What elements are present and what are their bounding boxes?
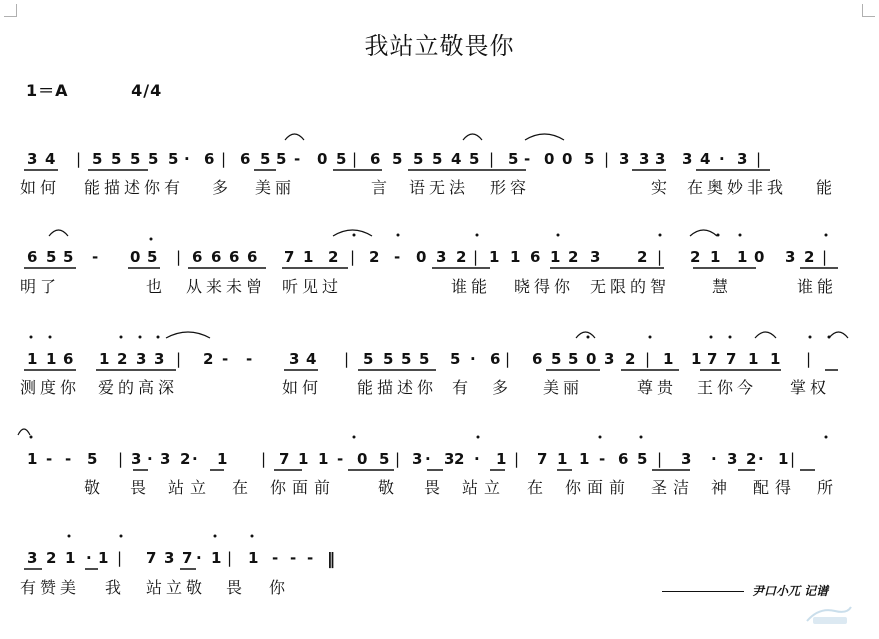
note-number: 2 (746, 450, 757, 468)
note-number: 1 (303, 248, 314, 266)
lyric-syllable: 有 (452, 378, 473, 397)
note-number: 5 (584, 150, 595, 168)
lyric-syllable: 畏 (130, 478, 153, 497)
note-number: 3 (436, 248, 447, 266)
note-number: 7 (537, 450, 548, 468)
octave-dot (150, 238, 153, 241)
bar-line: | (657, 450, 663, 468)
note-number: 2 (456, 248, 467, 266)
slur-arc (829, 332, 848, 338)
credit-rule (662, 591, 744, 592)
octave-dot (825, 436, 828, 439)
note-number: 1 (737, 248, 748, 266)
note-number: 4 (700, 150, 711, 168)
octave-dot (649, 336, 652, 339)
dash-symbol: - (524, 150, 531, 168)
lyric-line-2 (0, 274, 879, 296)
note-number: 6 (63, 350, 74, 368)
bar-line: | (76, 150, 82, 168)
note-number: 3 (160, 450, 171, 468)
note-number: 0 (416, 248, 427, 266)
octave-dot (640, 436, 643, 439)
notation-line-4 (0, 442, 879, 472)
slur-arc (49, 230, 68, 236)
slur-arc (166, 332, 210, 338)
note-number: 0 (544, 150, 555, 168)
octave-dot (659, 234, 662, 237)
lyric-syllable: 在奥妙非我 (687, 178, 788, 197)
note-number: 5 (276, 150, 287, 168)
dot-symbol: · (470, 350, 476, 368)
lyric-syllable: 如何 (282, 378, 323, 397)
note-number: 1 (46, 350, 57, 368)
note-number: 1 (496, 450, 507, 468)
bar-line: | (117, 549, 123, 567)
notation-line-5 (0, 541, 879, 571)
credit-text: 尹口小兀 记谱 (752, 584, 829, 598)
lyric-line-4 (0, 475, 879, 497)
bar-line: | (118, 450, 124, 468)
note-number: 3 (27, 549, 38, 567)
note-number: 5 (92, 150, 103, 168)
lyric-syllable: 敬 (84, 478, 107, 497)
dash-symbol: - (290, 549, 297, 567)
lyric-syllable: 谁能 (451, 277, 492, 296)
note-number: 6 (532, 350, 543, 368)
note-number: 1 (211, 549, 222, 567)
note-number: 3 (737, 150, 748, 168)
lyric-syllable: 谁能 (797, 277, 838, 296)
octave-dot (30, 436, 33, 439)
lyric-syllable: 神 (711, 478, 734, 497)
octave-dot (30, 336, 33, 339)
octave-dot (120, 535, 123, 538)
lyric-syllable: 慧 (712, 277, 733, 296)
lyric-syllable: 你 (269, 578, 290, 597)
slur-arc (463, 134, 482, 140)
note-number: 3 (154, 350, 165, 368)
page-corner-mark (4, 4, 17, 17)
note-number: 2 (46, 549, 57, 567)
watermark-logo (805, 603, 853, 627)
note-number: 4 (306, 350, 317, 368)
note-number: 3 (136, 350, 147, 368)
bar-line: | (350, 248, 356, 266)
dash-symbol: - (294, 150, 301, 168)
note-number: 4 (451, 150, 462, 168)
bar-line: | (514, 450, 520, 468)
note-number: 6 (618, 450, 629, 468)
bar-line: | (473, 248, 479, 266)
note-number: 3 (131, 450, 142, 468)
lyric-syllable: 能描述你有 (84, 178, 185, 197)
note-number: 3 (619, 150, 630, 168)
dash-symbol: - (246, 350, 253, 368)
lyric-syllable: 也 (146, 277, 167, 296)
note-number: 5 (63, 248, 74, 266)
octave-dot (251, 535, 254, 538)
lyric-syllable: 爱的高深 (98, 378, 179, 397)
note-number: 1 (691, 350, 702, 368)
octave-dot (710, 336, 713, 339)
slur-arc (333, 230, 372, 236)
lyric-syllable: 王你今 (697, 378, 758, 397)
slur-arc (285, 134, 304, 140)
dash-symbol: - (337, 450, 344, 468)
bar-line: | (227, 549, 233, 567)
dot-symbol: · (86, 549, 92, 567)
lyric-syllable: 站立 (462, 478, 507, 497)
octave-dot (353, 436, 356, 439)
note-number: 6 (240, 150, 251, 168)
note-number: 2 (454, 450, 465, 468)
dash-symbol: - (307, 549, 314, 567)
dash-symbol: - (272, 549, 279, 567)
octave-dot (120, 336, 123, 339)
lyric-syllable: 畏 (226, 578, 247, 597)
bar-line: | (657, 248, 663, 266)
lyric-syllable: 测度你 (20, 378, 81, 397)
note-number: 5 (148, 150, 159, 168)
note-number: 6 (370, 150, 381, 168)
note-number: 3 (727, 450, 738, 468)
notation-line-2 (0, 240, 879, 270)
note-number: 5 (508, 150, 519, 168)
note-number: 7 (284, 248, 295, 266)
lyric-syllable: 所 (817, 478, 840, 497)
dash-symbol: - (65, 450, 72, 468)
note-number: 5 (401, 350, 412, 368)
note-number: 0 (317, 150, 328, 168)
dash-symbol: - (46, 450, 53, 468)
lyric-syllable: 多 (212, 178, 233, 197)
key-signature (26, 78, 162, 101)
octave-dot (139, 336, 142, 339)
bar-line: | (645, 350, 651, 368)
octave-dot (353, 234, 356, 237)
note-number: 2 (369, 248, 380, 266)
note-number: 1 (248, 549, 259, 567)
note-number: 5 (413, 150, 424, 168)
bar-line: | (261, 450, 267, 468)
note-number: 3 (444, 450, 455, 468)
dot-symbol: · (184, 150, 190, 168)
octave-dot (68, 535, 71, 538)
note-number: 0 (586, 350, 597, 368)
note-number: 6 (192, 248, 203, 266)
octave-dot (717, 234, 720, 237)
notation-marks (0, 342, 879, 372)
note-number: 3 (682, 150, 693, 168)
lyric-syllable: 畏 (424, 478, 447, 497)
bar-line: | (505, 350, 511, 368)
note-number: 1 (557, 450, 568, 468)
note-number: 5 (111, 150, 122, 168)
dot-symbol: · (425, 450, 431, 468)
note-number: 3 (27, 150, 38, 168)
note-number: 7 (726, 350, 737, 368)
note-number: 1 (98, 549, 109, 567)
dot-symbol: · (711, 450, 717, 468)
octave-dot (397, 234, 400, 237)
note-number: 5 (551, 350, 562, 368)
note-number: 7 (146, 549, 157, 567)
dash-symbol: - (394, 248, 401, 266)
key-label: 1＝A (26, 81, 69, 100)
slur-arc (525, 134, 564, 140)
dash-symbol: - (222, 350, 229, 368)
dash-symbol: - (599, 450, 606, 468)
note-number: 4 (45, 150, 56, 168)
bar-line: ‖ (327, 549, 335, 568)
note-number: 2 (117, 350, 128, 368)
note-number: 1 (27, 450, 38, 468)
octave-dot (214, 535, 217, 538)
notation-marks (0, 142, 879, 172)
song-title: 我站立敬畏你 (364, 32, 515, 60)
note-number: 5 (260, 150, 271, 168)
note-number: 5 (168, 150, 179, 168)
note-number: 2 (637, 248, 648, 266)
octave-dot (828, 336, 831, 339)
octave-dot (587, 336, 590, 339)
octave-dot (739, 234, 742, 237)
note-number: 1 (748, 350, 759, 368)
note-number: 5 (392, 150, 403, 168)
note-number: 3 (681, 450, 692, 468)
lyric-syllable: 掌权 (790, 378, 831, 397)
note-number: 1 (663, 350, 674, 368)
octave-dot (157, 336, 160, 339)
note-number: 6 (229, 248, 240, 266)
note-number: 2 (690, 248, 701, 266)
lyric-syllable: 言 (371, 178, 392, 197)
note-number: 5 (87, 450, 98, 468)
octave-dot (729, 336, 732, 339)
note-number: 2 (625, 350, 636, 368)
lyric-syllable: 无限的智 (590, 277, 671, 296)
note-number: 1 (65, 549, 76, 567)
note-number: 7 (279, 450, 290, 468)
bar-line: | (344, 350, 350, 368)
note-number: 1 (550, 248, 561, 266)
note-number: 3 (412, 450, 423, 468)
note-number: 3 (785, 248, 796, 266)
bar-line: | (822, 248, 828, 266)
octave-dot (49, 336, 52, 339)
note-number: 2 (328, 248, 339, 266)
note-number: 6 (211, 248, 222, 266)
note-number: 3 (604, 350, 615, 368)
dot-symbol: · (474, 450, 480, 468)
note-number: 1 (318, 450, 329, 468)
lyric-syllable: 圣洁 (651, 478, 696, 497)
note-number: 5 (469, 150, 480, 168)
bar-line: | (221, 150, 227, 168)
lyric-syllable: 尊贵 (637, 378, 678, 397)
dot-symbol: · (758, 450, 764, 468)
note-number: 1 (489, 248, 500, 266)
octave-dot (476, 234, 479, 237)
bar-line: | (604, 150, 610, 168)
lyric-syllable: 美丽 (255, 178, 296, 197)
octave-dot (809, 336, 812, 339)
note-number: 2 (180, 450, 191, 468)
note-number: 6 (530, 248, 541, 266)
bar-line: | (790, 450, 796, 468)
lyric-syllable: 我 (105, 578, 126, 597)
slur-arc (576, 332, 595, 338)
lyric-syllable: 站立 (168, 478, 213, 497)
lyric-syllable: 实 (651, 178, 672, 197)
note-number: 7 (182, 549, 193, 567)
note-number: 0 (357, 450, 368, 468)
notation-marks (0, 240, 879, 270)
time-signature: 4/4 (131, 81, 163, 100)
notation-line-1 (0, 142, 879, 172)
note-number: 5 (46, 248, 57, 266)
note-number: 2 (203, 350, 214, 368)
note-number: 1 (217, 450, 228, 468)
lyric-syllable: 听见过 (282, 277, 343, 296)
note-number: 1 (27, 350, 38, 368)
octave-dot (557, 234, 560, 237)
note-number: 1 (579, 450, 590, 468)
note-number: 5 (419, 350, 430, 368)
note-number: 1 (710, 248, 721, 266)
note-number: 3 (639, 150, 650, 168)
note-number: 7 (707, 350, 718, 368)
note-number: 1 (510, 248, 521, 266)
note-number: 5 (450, 350, 461, 368)
lyric-syllable: 如何 (20, 178, 61, 197)
bar-line: | (176, 248, 182, 266)
note-number: 1 (298, 450, 309, 468)
note-number: 5 (147, 248, 158, 266)
lyric-syllable: 能 (816, 178, 837, 197)
slur-arc (755, 332, 776, 338)
bar-line: | (176, 350, 182, 368)
dot-symbol: · (719, 150, 725, 168)
lyric-syllable: 你面前 (270, 478, 337, 497)
note-number: 3 (655, 150, 666, 168)
lyric-line-1 (0, 175, 879, 197)
note-number: 0 (130, 248, 141, 266)
bar-line: | (489, 150, 495, 168)
lyric-syllable: 站立敬 (146, 578, 207, 597)
notation-marks (0, 442, 879, 472)
note-number: 6 (490, 350, 501, 368)
note-number: 3 (590, 248, 601, 266)
dot-symbol: · (196, 549, 202, 567)
bar-line: | (352, 150, 358, 168)
lyric-syllable: 敬 (378, 478, 401, 497)
note-number: 2 (568, 248, 579, 266)
note-number: 6 (204, 150, 215, 168)
lyric-syllable: 多 (492, 378, 513, 397)
octave-dot (477, 436, 480, 439)
notation-marks (0, 541, 879, 571)
lyric-syllable: 美丽 (543, 378, 584, 397)
note-number: 1 (778, 450, 789, 468)
note-number: 3 (164, 549, 175, 567)
note-number: 5 (363, 350, 374, 368)
note-number: 5 (130, 150, 141, 168)
lyric-syllable: 从来未曾 (186, 277, 267, 296)
note-number: 6 (27, 248, 38, 266)
lyric-syllable: 在 (232, 478, 255, 497)
lyric-syllable: 形容 (490, 178, 531, 197)
slur-arc (18, 429, 30, 435)
bar-line: | (395, 450, 401, 468)
note-number: 6 (247, 248, 258, 266)
lyric-line-3 (0, 375, 879, 397)
note-number: 5 (379, 450, 390, 468)
lyric-syllable: 语无法 (409, 178, 470, 197)
note-number: 0 (562, 150, 573, 168)
lyric-syllable: 能描述你 (357, 378, 438, 397)
note-number: 2 (804, 248, 815, 266)
page-corner-mark (862, 4, 875, 17)
slur-arc (690, 230, 717, 236)
lyric-syllable: 配得 (753, 478, 798, 497)
dot-symbol: · (147, 450, 153, 468)
lyric-syllable: 晓得你 (514, 277, 575, 296)
note-number: 5 (432, 150, 443, 168)
notation-line-3 (0, 342, 879, 372)
note-number: 3 (289, 350, 300, 368)
lyric-syllable: 明了 (20, 277, 61, 296)
lyric-syllable: 你面前 (565, 478, 632, 497)
note-number: 5 (568, 350, 579, 368)
bar-line: | (756, 150, 762, 168)
note-number: 5 (336, 150, 347, 168)
note-number: 1 (99, 350, 110, 368)
lyric-line-5 (0, 575, 879, 597)
note-number: 5 (637, 450, 648, 468)
octave-dot (825, 234, 828, 237)
note-number: 5 (383, 350, 394, 368)
dash-symbol: - (92, 248, 99, 266)
note-number: 0 (754, 248, 765, 266)
bar-line: | (806, 350, 812, 368)
note-number: 1 (770, 350, 781, 368)
dot-symbol: · (192, 450, 198, 468)
octave-dot (599, 436, 602, 439)
lyric-syllable: 在 (527, 478, 550, 497)
lyric-syllable: 有赞美 (20, 578, 81, 597)
